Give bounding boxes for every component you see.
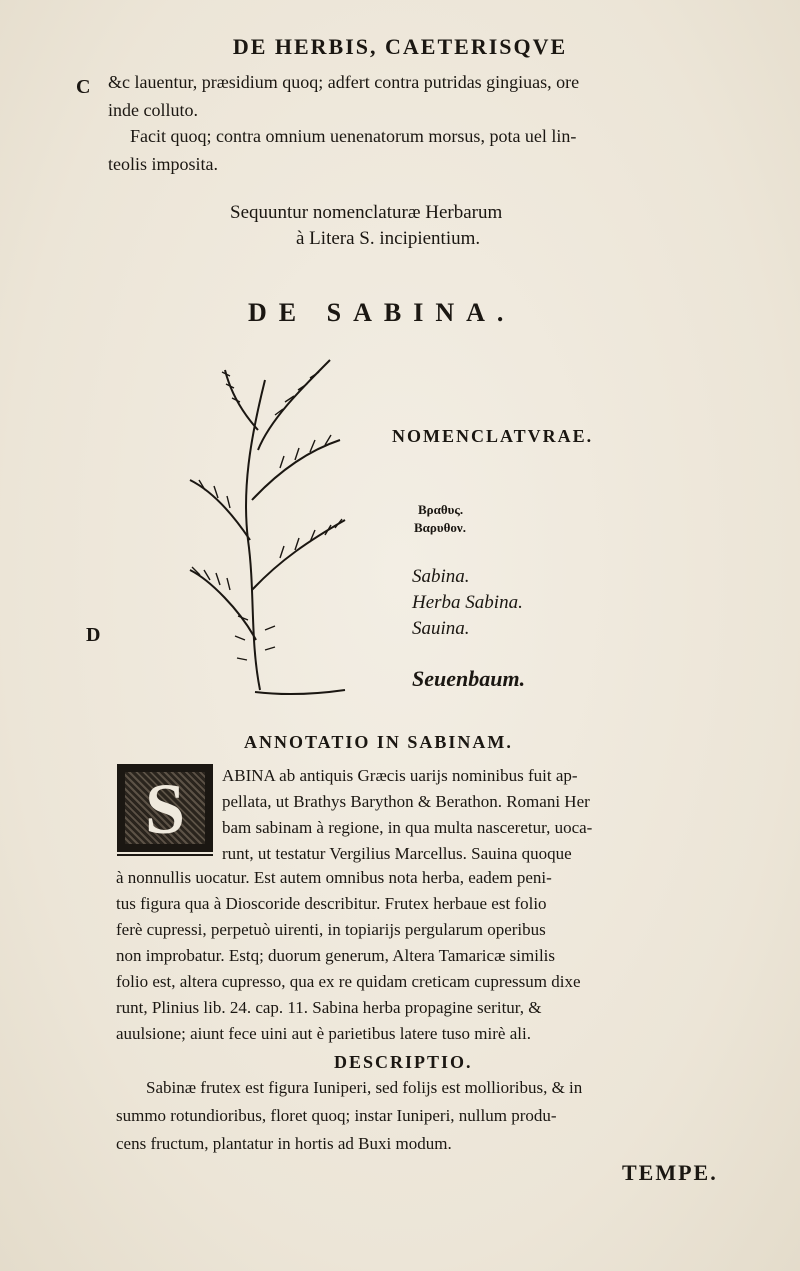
text-line: &c lauentur, præsidium quoq; adfert contra putridas gingiuas, ore <box>108 72 580 92</box>
initial-rule <box>117 854 213 856</box>
decorated-initial <box>117 764 213 852</box>
annotatio-line: runt, Plinius lib. 24. cap. 11. Sabina herba propagine seritur, & <box>116 998 542 1017</box>
sequuntur-line: à Litera S. incipientium. <box>296 228 481 249</box>
margin-letter-c: C <box>76 76 91 98</box>
annotatio-line: non improbatur. Estq; duorum generum, Altera Tamaricæ similis <box>116 946 556 965</box>
descriptio-title: DESCRIPTIO. <box>334 1052 473 1072</box>
annotatio-line: bam sabinam à regione, in qua multa nasceretur, uoca- <box>222 818 593 837</box>
sequuntur-line: Sequuntur nomenclaturæ Herbarum <box>230 202 503 223</box>
annotatio-line: runt, ut testatur Vergilius Marcellus. Sauina quoque <box>222 844 572 863</box>
text-line: Facit quoq; contra omnium uenenatorum morsus, pota uel lin- <box>130 126 577 146</box>
descriptio-line: summo rotundioribus, floret quoq; instar Iuniperi, nullum produ- <box>116 1106 557 1125</box>
descriptio-line: cens fructum, plantatur in hortis ad Buxi modum. <box>116 1134 452 1153</box>
initial-letter: S <box>144 769 186 849</box>
annotatio-line: pellata, ut Brathys Barython & Berathon. Romani Her <box>222 792 590 811</box>
greek-name: Βραθυς. <box>418 502 464 517</box>
annotatio-line: ferè cupressi, perpetuò uirenti, in topiarijs pergularum operibus <box>116 920 546 939</box>
annotatio-title: ANNOTATIO IN SABINAM. <box>244 732 513 752</box>
latin-name: Sauina. <box>412 618 470 639</box>
annotatio-line: folio est, altera cupresso, qua ex re quidam creticam cupressum dixe <box>116 972 581 991</box>
sabina-plant-woodcut <box>170 340 360 700</box>
german-name: Seuenbaum. <box>412 666 526 691</box>
text-line: inde colluto. <box>108 100 198 120</box>
latin-name: Sabina. <box>412 566 470 587</box>
descriptio-line: Sabinæ frutex est figura Iuniperi, sed folijs est mollioribus, & in <box>146 1078 583 1097</box>
text-line: teolis imposita. <box>108 154 218 174</box>
greek-name: Βαρυθον. <box>414 520 466 535</box>
annotatio-line: ABINA ab antiquis Græcis uarijs nominibus fuit ap- <box>222 766 578 785</box>
latin-name: Herba Sabina. <box>412 592 523 613</box>
annotatio-line: à nonnullis uocatur. Est autem omnibus nota herba, eadem peni- <box>116 868 552 887</box>
margin-letter-d: D <box>86 624 101 646</box>
annotatio-line: auulsione; aiunt fece uini aut è parietibus latere tuso mirè ali. <box>116 1024 531 1043</box>
nomenclature-heading: NOMENCLATVRAE. <box>392 426 594 446</box>
catchword: TEMPE. <box>622 1160 718 1185</box>
annotatio-line: tus figura qua à Dioscoride describitur. Frutex herbaue est folio <box>116 894 547 913</box>
running-header: DE HERBIS, CAETERISQVE <box>232 34 568 59</box>
section-title: DE SABINA. <box>248 298 516 327</box>
